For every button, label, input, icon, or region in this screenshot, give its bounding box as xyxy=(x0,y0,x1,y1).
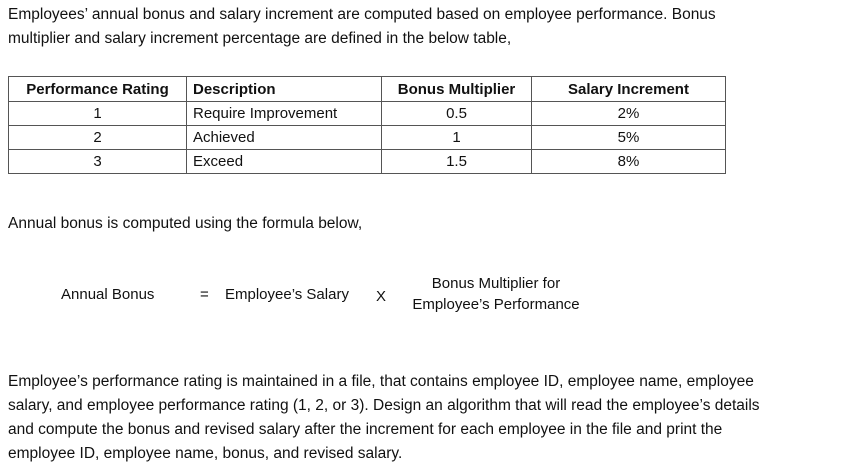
cell-bonus-multiplier: 1.5 xyxy=(382,150,532,174)
task-line-1: Employee’s performance rating is maintained in a file, that contains employee ID, employee name, employee xyxy=(8,373,754,390)
cell-rating: 3 xyxy=(9,150,187,174)
cell-rating: 2 xyxy=(9,126,187,150)
cell-description: Require Improvement xyxy=(187,102,382,126)
cell-salary-increment: 2% xyxy=(532,102,726,126)
task-line-4: employee ID, employee name, bonus, and revised salary. xyxy=(8,445,403,462)
formula-intro: Annual bonus is computed using the formula below, xyxy=(8,215,363,232)
header-description: Description xyxy=(187,77,382,102)
formula-multiplier-line-1: Bonus Multiplier for xyxy=(431,275,561,292)
formula-annual-bonus: Annual Bonus xyxy=(61,286,155,303)
intro-line-2: multiplier and salary increment percentage are defined in the below table, xyxy=(8,30,512,47)
cell-description: Achieved xyxy=(187,126,382,150)
table-row xyxy=(9,126,726,150)
cell-bonus-multiplier: 0.5 xyxy=(382,102,532,126)
table-row xyxy=(9,102,726,126)
cell-rating: 1 xyxy=(9,102,187,126)
cell-description: Exceed xyxy=(187,150,382,174)
header-bonus-multiplier: Bonus Multiplier xyxy=(382,77,532,102)
task-line-2: salary, and employee performance rating (1, 2, or 3). Design an algorithm that will read the employee’s details xyxy=(8,397,760,414)
table-header-row xyxy=(9,77,726,102)
cell-salary-increment: 8% xyxy=(532,150,726,174)
performance-rating-table xyxy=(8,76,726,174)
table-row xyxy=(9,150,726,174)
header-performance-rating: Performance Rating xyxy=(9,77,187,102)
header-salary-increment: Salary Increment xyxy=(532,77,726,102)
formula-bonus-multiplier xyxy=(402,273,590,315)
formula-employee-salary: Employee’s Salary xyxy=(225,286,349,303)
cell-salary-increment: 5% xyxy=(532,126,726,150)
task-line-3: and compute the bonus and revised salary after the increment for each employee in the file and print the xyxy=(8,421,723,438)
formula-multiplier-line-2: Employee’s Performance xyxy=(412,296,580,313)
intro-paragraph xyxy=(8,3,716,51)
cell-bonus-multiplier: 1 xyxy=(382,126,532,150)
formula-times: X xyxy=(376,288,387,305)
task-paragraph xyxy=(8,370,760,466)
intro-line-1: Employees’ annual bonus and salary increment are computed based on employee performance. Bonus xyxy=(8,6,716,23)
formula-equals: = xyxy=(200,286,209,303)
